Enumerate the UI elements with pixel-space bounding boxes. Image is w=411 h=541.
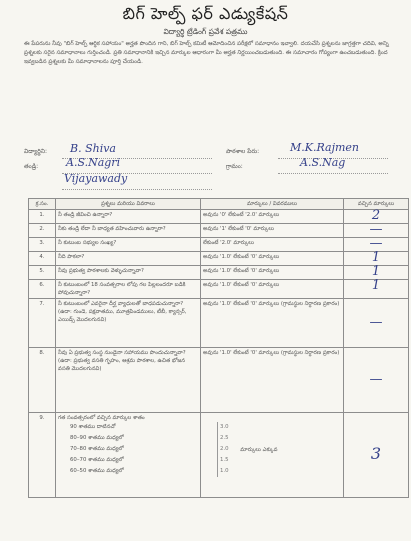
row-number: 9. bbox=[29, 413, 56, 498]
document-title: బిగ్ హెల్ప్ ఫర్ ఎడ్యుకేషన్ bbox=[122, 4, 289, 23]
table-row bbox=[29, 348, 409, 413]
row-marks: అవును '1.0' లేకుంటే '0' మార్కులు bbox=[201, 252, 344, 266]
row-marks: అవును '1.0' లేకుంటే '0' మార్కులు bbox=[201, 266, 344, 280]
row-question: నీవు ప్రభుత్వ పాఠశాలకు వెళ్ళుచున్నావా? bbox=[56, 266, 201, 280]
village-name-line bbox=[278, 173, 388, 174]
table-row bbox=[29, 413, 409, 498]
row-marks: అవును '1' లేకుంటే '0' మార్కులు bbox=[201, 224, 344, 238]
row-question bbox=[56, 413, 201, 498]
score-handwritten: — bbox=[369, 222, 383, 237]
header-marks: మార్కులు / వివరములు bbox=[201, 199, 344, 210]
score-handwritten: — bbox=[369, 236, 383, 251]
header-score: వచ్చిన మార్కులు bbox=[344, 199, 409, 210]
table-row bbox=[29, 280, 409, 299]
school-name-label: పాఠశాల పేరు: bbox=[226, 148, 260, 155]
row-marks: అవును '1.0' లేకుంటే '0' మార్కులు bbox=[201, 280, 344, 299]
table-row bbox=[29, 252, 409, 266]
row-number: 6. bbox=[29, 280, 56, 299]
table-row bbox=[29, 210, 409, 224]
row-marks: లేకుంటే '2.0' మార్కులు bbox=[201, 238, 344, 252]
student-name-label: విద్యార్థిని: bbox=[24, 148, 48, 155]
score-handwritten: — bbox=[369, 314, 383, 330]
row-marks: అవును '1.0' లేకుంటే '0' మార్కులు (గ్రామస్థుల నిర్ధారణ ప్రకారం) bbox=[201, 299, 344, 348]
row-score[interactable] bbox=[344, 299, 409, 348]
q9-text: గత సంవత్సరంలో వచ్చిన మార్కుల శాతం bbox=[58, 415, 145, 421]
village-handwritten[interactable]: Vijayawady bbox=[64, 172, 128, 185]
row-question: నీ కుటుంబ సభ్యుల సంఖ్య? bbox=[56, 238, 201, 252]
header-number: క్ర.సం. bbox=[29, 199, 56, 210]
q9-option: 60–70 శాతము మధ్యలో bbox=[70, 457, 124, 463]
score-handwritten: 1 bbox=[371, 278, 381, 293]
row-score[interactable] bbox=[344, 280, 409, 299]
row-score[interactable] bbox=[344, 413, 409, 498]
table-row bbox=[29, 224, 409, 238]
score-handwritten: 3 bbox=[370, 443, 382, 463]
row-number: 3. bbox=[29, 238, 56, 252]
q9-option: 80–90 శాతము మధ్యలో bbox=[70, 435, 124, 441]
row-number: 8. bbox=[29, 348, 56, 413]
q9-option: 90 శాతము దాటినచో bbox=[70, 424, 116, 430]
header-question: ప్రశ్నలు మరియు వివరాలు bbox=[56, 199, 201, 210]
instructions-paragraph: ఈ పేపరును నీవు "బిగ్ హెల్ప్ ఆర్థిక సహాయం" అర్హత పొందిన గాని, బిగ్ హెల్ప్ కమిటీ ఆమోదించిన పరీక్షలో సమాధానం ఇవ్వాలి. దయచేసి ప్రశ్నలను జాగ్రత్తగా చదివి, అన్ని ప్రశ్నలకు సరైన సమాధానాలు గుర్తించండి. ప్రతి సమాధానానికి ఇచ్చిన మార్కుల ఆధారంగా మీ అర్హత నిర్ణయించబడుతుంది. ఈ సమాచారం గోప్యంగా ఉంచబడుతుంది. క్రింద ఇవ్వబడిన ప్రశ్నలకు మీ సమాధానాలను పూర్తి చేయండి. bbox=[24, 41, 389, 66]
q9-option: 60–50 శాతము మధ్యలో bbox=[70, 468, 124, 474]
q9-marks-text: మార్కులు ఎక్కువ bbox=[240, 447, 278, 453]
row-number: 5. bbox=[29, 266, 56, 280]
row-number: 7. bbox=[29, 299, 56, 348]
document-subtitle: విద్యార్థి ట్రేడింగ్ ప్రవేశ పత్రము bbox=[163, 27, 248, 36]
father-name-handwritten[interactable]: A.S.Nagri bbox=[66, 156, 121, 169]
table-row bbox=[29, 299, 409, 348]
score-handwritten: 1 bbox=[371, 264, 381, 279]
row-marks: అవును '1.0' లేకుంటే '0' మార్కులు (గ్రామస్థుల నిర్ధారణ ప్రకారం) bbox=[201, 348, 344, 413]
student-name-handwritten[interactable]: B. Shiva bbox=[70, 142, 116, 155]
table-row bbox=[29, 266, 409, 280]
score-handwritten: 2 bbox=[371, 208, 381, 223]
row-score[interactable] bbox=[344, 348, 409, 413]
row-marks: అవును '0' లేకుంటే '2.0' మార్కులు bbox=[201, 210, 344, 224]
row-number: 2. bbox=[29, 224, 56, 238]
row-question: నీ కుటుంబంలో ఎవరైనా దీర్ఘ వ్యాధులతో బాధపడుచున్నారా? (ఉదా: గుండె, పక్షవాతము, మూత్రపిండములు, టీబీ, క్యాన్సర్, ఎయిడ్స్ మొదలగునవి) bbox=[56, 299, 201, 348]
row-question: నీది పాకలా? bbox=[56, 252, 201, 266]
score-handwritten: — bbox=[369, 371, 383, 387]
row-number: 1. bbox=[29, 210, 56, 224]
row-marks bbox=[201, 413, 344, 498]
table-row bbox=[29, 238, 409, 252]
questionnaire-table bbox=[28, 198, 409, 498]
row-number: 4. bbox=[29, 252, 56, 266]
row-question: నీ తండ్రి జీవించి ఉన్నారా? bbox=[56, 210, 201, 224]
village-name-handwritten[interactable]: A.S.Nag bbox=[300, 156, 346, 169]
score-handwritten: 1 bbox=[371, 250, 381, 265]
table-header-row bbox=[29, 199, 409, 210]
row-question: నీకు తండ్రి లేదా నీ బాధ్యత వహించువారు ఉన్నారా? bbox=[56, 224, 201, 238]
father-name-label: తండ్రి: bbox=[24, 163, 39, 170]
row-question: నీ కుటుంబంలో 18 సంవత్సరాల లోపు గల పిల్లలందరూ బడికి పోవుచున్నారా? bbox=[56, 280, 201, 299]
row-question: నీవు ఏ ప్రభుత్వ సంస్థ నుండైనా సహాయము పొందుచున్నావా? (ఉదా: ప్రభుత్వ వసతి గృహం, ఆశ్రమ పాఠశాల, ఉచిత భోజన వసతి మొదలగునవి) bbox=[56, 348, 201, 413]
village-name-label: గ్రామం: bbox=[226, 163, 243, 170]
q9-option: 70–80 శాతము మధ్యలో bbox=[70, 446, 124, 452]
village-line bbox=[62, 189, 212, 190]
q9-scale: 3.0 2.5 2.0 1.5 1.0 bbox=[217, 422, 229, 477]
school-name-handwritten[interactable]: M.K.Rajmen bbox=[290, 141, 360, 154]
